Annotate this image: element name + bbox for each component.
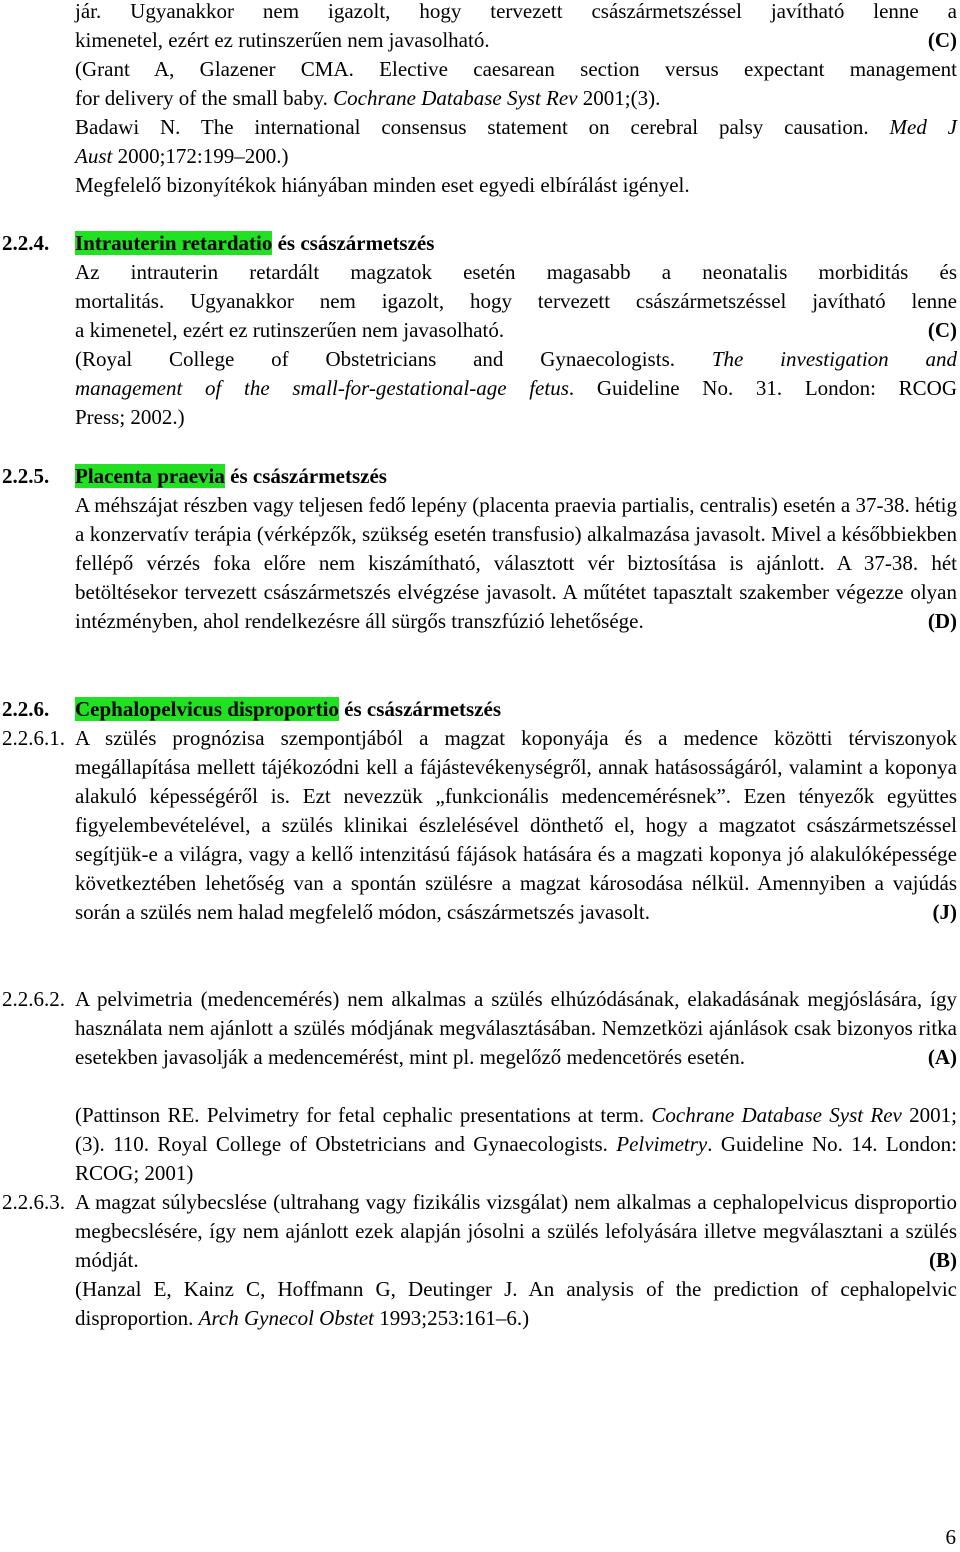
evidence-grade: (D) xyxy=(927,609,957,633)
reference-title: Pelvimetry xyxy=(616,1132,708,1156)
text-line: mortalitás. Ugyanakkor nem igazolt, hogy tervezett császármetszéssel javítható lenne xyxy=(75,289,957,313)
text: kimenetel, ezért ez rutinszerűen nem javasolható. xyxy=(75,28,490,52)
text-line xyxy=(75,26,957,55)
journal-name: Cochrane Database Syst Rev xyxy=(651,1103,902,1127)
evidence-grade: (C) xyxy=(927,28,957,52)
section-body xyxy=(75,258,957,432)
section-number: 2.2.4. xyxy=(2,231,50,255)
journal-name: Cochrane Database Syst Rev xyxy=(333,86,578,110)
reference-title: management of the small-for-gestational-age fetus xyxy=(75,376,569,400)
paragraph: A pelvimetria (medencemérés) nem alkalmas a szülés elhúzódásának, elakadásának megjóslására, így használata nem ajánlott a szülés módjának megválasztásában. Nemzetközi ajánlások csak bizonyos ritka esetekben javasolják a medencemérést, mint pl. megelőző medencetörés esetén. xyxy=(75,987,957,1069)
text: (Pattinson RE. Pelvimetry for fetal cephalic presentations at term. xyxy=(75,1103,652,1127)
section-title xyxy=(75,462,387,491)
text: 1993;253:161–6.) xyxy=(374,1306,530,1330)
journal-name: Aust xyxy=(75,144,113,168)
text-line xyxy=(75,316,957,345)
paragraph: A szülés prognózisa szempontjából a magzat koponyája és a medence közötti térviszonyok megállapítása mellett tájékozódni kell a fájástevékenységről, annak hatásosságáról, valamint a koponya alakuló képességéről is. Ezt nevezzük „funkcionális medencemérésnek”. Ezen tényezők együttes figyelembevételével, a szülés klinikai észlelésével dönthető el, hogy a magzatot császármetszéssel segítjük-e a világra, vagy a kellő intenzitású fájások hatására és a magzati koponya jó alakulóképessége következtében lehetőség van a spontán szülésre a magzat károsodása nélkül. Amennyiben a vajúdás során a szülés nem halad megfelelő módon, császármetszés javasolt. xyxy=(75,726,957,924)
item-reference xyxy=(75,1101,957,1188)
text-line: Az intrauterin retardált magzatok esetén magasabb a neonatalis morbiditás és xyxy=(75,260,957,284)
page-number: 6 xyxy=(945,1525,956,1549)
text: 2001;(3). xyxy=(577,86,661,110)
evidence-grade: (J) xyxy=(932,900,957,924)
text-line xyxy=(75,142,957,171)
item-body xyxy=(75,724,957,927)
text: . Guideline No. 31. London: RCOG xyxy=(568,376,958,400)
reference-line xyxy=(75,374,957,403)
section-body xyxy=(75,491,957,636)
item-body xyxy=(75,1188,957,1275)
title-text: és császármetszés xyxy=(224,464,387,488)
text-line: jár. Ugyanakkor nem igazolt, hogy tervezett császármetszéssel javítható lenne a xyxy=(75,0,957,23)
journal-name: Arch Gynecol Obstet xyxy=(198,1306,375,1330)
item-body xyxy=(75,985,957,1072)
reference-line: Press; 2002.) xyxy=(75,405,185,429)
text-line xyxy=(75,84,957,113)
text-line: Megfelelő bizonyítékok hiányában minden eset egyedi elbírálást igényel. xyxy=(75,173,690,197)
evidence-grade: (A) xyxy=(927,1045,957,1069)
item-number: 2.2.6.2. xyxy=(2,987,65,1011)
text: (Royal College of Obstetricians and Gynaecologists. xyxy=(75,347,712,371)
text-line xyxy=(75,113,957,142)
text: Badawi N. The international consensus statement on cerebral palsy causation. xyxy=(75,115,890,139)
evidence-grade: (B) xyxy=(929,1248,957,1272)
reference-line xyxy=(75,345,957,374)
section-number: 2.2.6. xyxy=(2,697,50,721)
title-text: és császármetszés xyxy=(272,231,435,255)
evidence-grade: (C) xyxy=(927,318,957,342)
reference-title: The investigation and xyxy=(711,347,957,371)
highlighted-term: Placenta praevia xyxy=(75,464,225,488)
text: (Hanzal E, Kainz C, Hoffmann G, Deutinger J. An analysis of the prediction of cephalopelvic disproportion. xyxy=(75,1277,957,1330)
text: . Guideline No. 14. London: RCOG; 2001) xyxy=(75,1132,957,1185)
item-number: 2.2.6.3. xyxy=(2,1190,65,1214)
text: 2000;172:199–200.) xyxy=(112,144,289,168)
highlighted-term: Cephalopelvicus disproportio xyxy=(75,697,339,721)
journal-name: Med J xyxy=(889,115,957,139)
paragraph: A magzat súlybecslése (ultrahang vagy fizikális vizsgálat) nem alkalmas a cephalopelvicus disproportio megbecslésére, így nem ajánlott ezek alapján jósolni a szülés lefolyására illetve megválasztani a szülés módját. xyxy=(75,1190,957,1272)
item-number: 2.2.6.1. xyxy=(2,726,65,750)
top-continuation xyxy=(75,0,957,200)
highlighted-term: Intrauterin retardatio xyxy=(75,231,273,255)
text-line: (Grant A, Glazener CMA. Elective caesarean section versus expectant management xyxy=(75,57,957,81)
section-title xyxy=(75,229,434,258)
text: for delivery of the small baby. xyxy=(75,86,334,110)
section-title xyxy=(75,695,501,724)
paragraph: A méhszájat részben vagy teljesen fedő lepény (placenta praevia partialis, centralis) esetén a 37-38. hétig a konzervatív terápia (vérképzők, szükség esetén transfusio) alkalmazása javasolt. Mivel a későbbiekben fellépő vérzés foka előre nem kiszámítható, választott vér biztosítása is ajánlott. A 37-38. hét betöltésekor tervezett császármetszés elvégzése javasolt. A műtétet tapasztalt szakember végezze olyan intézményben, ahol rendelkezésre áll sürgős transzfúzió lehetősége. xyxy=(75,493,957,633)
title-text: és császármetszés xyxy=(338,697,501,721)
item-reference xyxy=(75,1275,957,1333)
section-number: 2.2.5. xyxy=(2,464,50,488)
text: a kimenetel, ezért ez rutinszerűen nem javasolható. xyxy=(75,318,505,342)
text: 2001;(3). 110. Royal College of Obstetricians and Gynaecologists. xyxy=(75,1103,957,1156)
